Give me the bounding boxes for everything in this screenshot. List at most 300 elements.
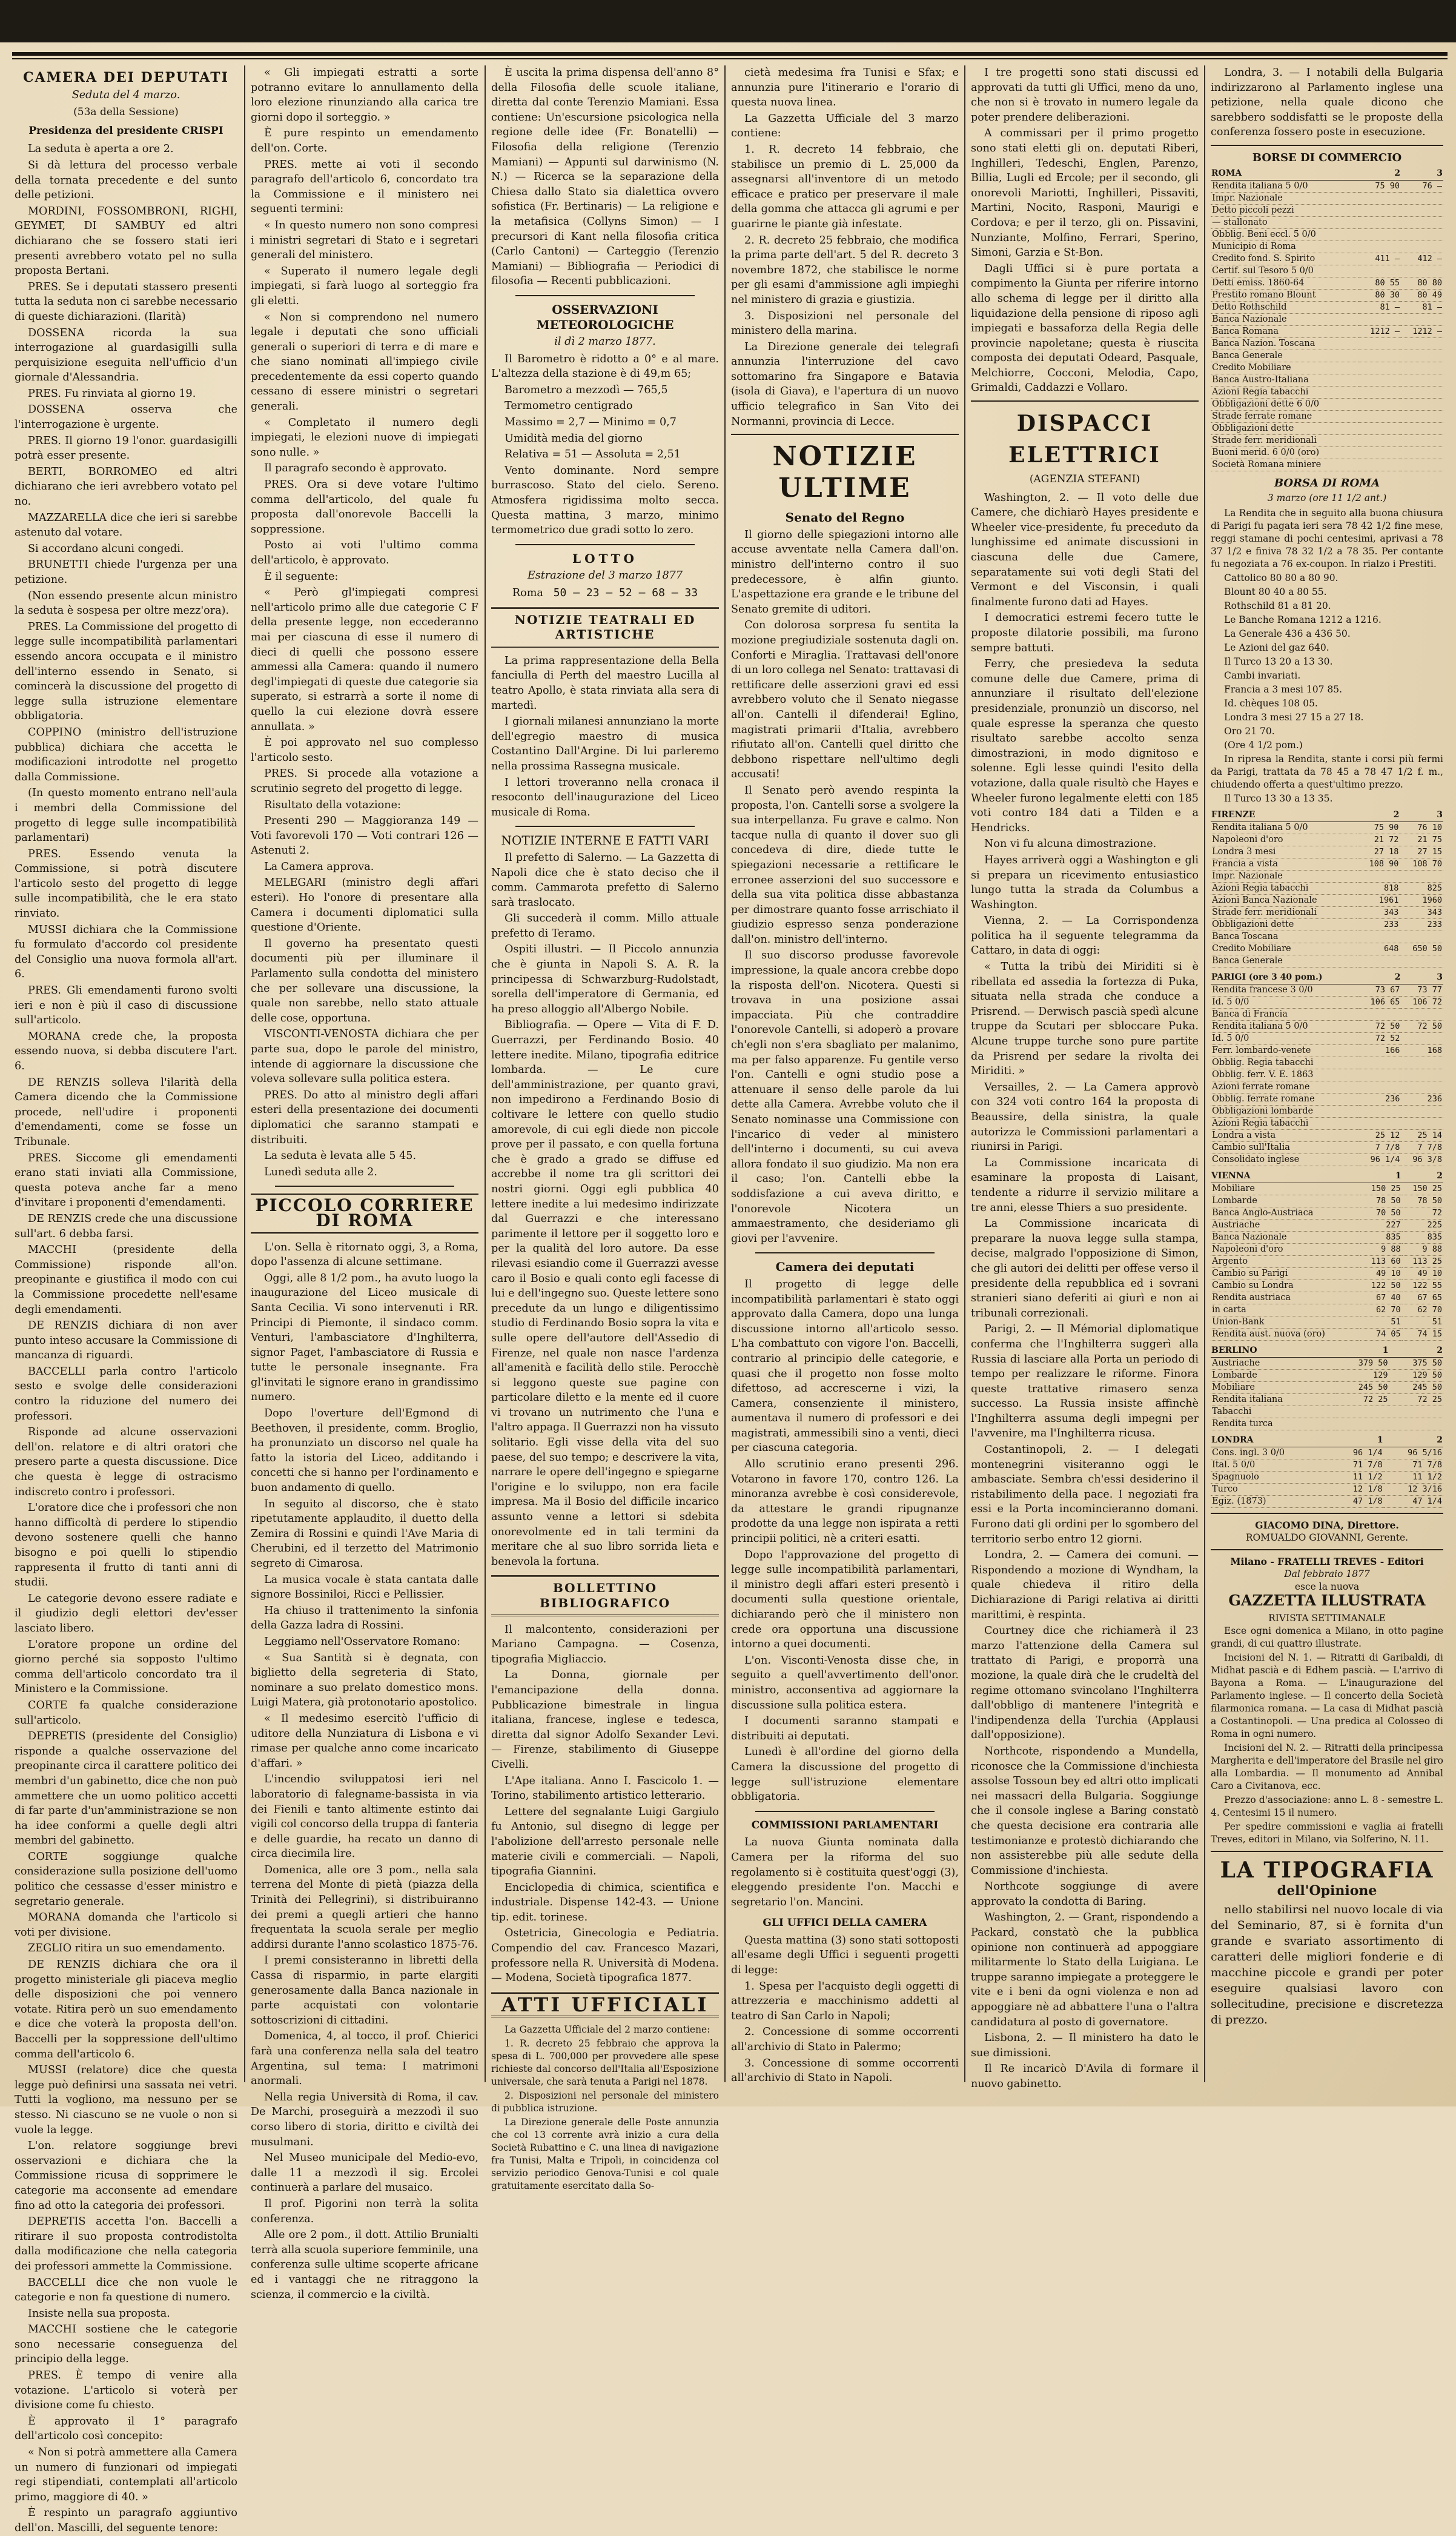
table-row: [1211, 1195, 1443, 1207]
table-cell: Rendita francese 3 0/0: [1211, 984, 1359, 997]
table-cell: Detto Rothschild: [1211, 301, 1358, 313]
table-cell: Impr. Nazionale: [1211, 192, 1358, 204]
paragraph: La Rendita che in seguito alla buona chiusura di Parigi fu pagata ieri sera 78 42 1/2 fine mese, reggi stamane di pochi centesimi, aprivasi a 78 37 1/2 e finiva 78 32 1/2 a 78 35. Per contante fu negoziata a 76 ex-coupon. In rialzo i Prestiti.: [1211, 508, 1443, 570]
paragraph: « Superato il numero legale degli impiegati, si farà luogo al sorteggio fra gli eletti.: [251, 265, 478, 307]
ultime-title: NOTIZIE ULTIME: [772, 441, 918, 504]
paragraph: La Gazzetta Ufficiale del 2 marzo contiene:: [505, 2024, 710, 2036]
table-cell: Mobiliare: [1211, 1183, 1360, 1195]
table-cell: 51: [1360, 1316, 1401, 1329]
table-cell: Tabacchi: [1211, 1406, 1335, 1418]
table-berlino: [1211, 1344, 1443, 1430]
paragraph: DEPRETIS accetta l'on. Baccelli a ritirare il suo proposta controdistolta dalla modificazione che nella categoria dei professori ammette la Commissione.: [15, 2216, 237, 2272]
paragraph: I lettori troveranno nella cronaca il resoconto dell'inaugurazione del Liceo musicale di Roma.: [491, 776, 719, 818]
masthead-rule-thin: [12, 58, 1448, 59]
paragraph: Hayes arriverà oggi a Washington e gli si prepara un ricevimento entusiastico lungo tutta la strada da Columbus a Washington.: [971, 854, 1199, 911]
table-vienna: [1211, 1170, 1443, 1341]
paragraph: VISCONTI-VENOSTA dichiara che per parte sua, dopo le parole del ministro, intende di aggiornare la discussione che voleva sollevare sulla politica estera.: [251, 1028, 478, 1086]
table-cell: Banca Generale: [1211, 350, 1358, 362]
table-cell: 835: [1360, 1232, 1401, 1244]
table-cell: Austriache: [1211, 1358, 1335, 1370]
paragraph: Il Senato però avendo respinta la proposta, l'on. Cantelli sorse a svolgere la sua interpellanza. Fu grave e calmo. Non tacque nulla di quanto il dover suo gli concedeva di dire, diede tutte le spiegazioni necessarie a rettificare le erronee asserzioni del suo successore e della sua vita politica disse abbastanza per dimostrare quanto fosse arrischiato il giudizio espresso senza ponderazione dall'on. ministro dell'interno.: [731, 784, 959, 946]
paragraph: Le categorie devono essere radiate e il giudizio degli elettori dev'esser lasciato libero.: [15, 1592, 237, 1635]
table-cell: [1359, 1118, 1401, 1130]
table-cell: Rendita italiana 5 0/0: [1211, 180, 1358, 192]
table-header-cell: PARIGI (ore 3 40 pom.): [1211, 971, 1359, 984]
table-cell: Obbligazioni dette: [1211, 422, 1358, 434]
table-row: [1211, 1394, 1443, 1406]
table-cell: Cambio su Londra: [1211, 1280, 1360, 1292]
table-cell: [1401, 1081, 1443, 1094]
gazzetta-title: GAZZETTA ILLUSTRATA: [1228, 1592, 1426, 1610]
table-cell: Napoleoni d'oro: [1211, 834, 1357, 846]
table-cell: Ferr. lombardo-venete: [1211, 1045, 1359, 1057]
corriere-title: PICCOLO CORRIERE DI ROMA: [251, 1193, 478, 1233]
table-cell: 76 —: [1401, 180, 1443, 192]
table-cell: 80 80: [1401, 277, 1443, 289]
paragraph: DOSSENA ricorda la sua interrogazione al guardasigilli sulla perquisizione eseguita nell'ufficio d'un giornale d'Alessandria.: [15, 327, 237, 384]
commissioni-title: COMMISSIONI PARLAMENTARI: [751, 1819, 939, 1831]
paragraph: I tre progetti sono stati discussi ed approvati da tutti gli Uffici, meno da uno, che non si è trovato in numero legale da poter prendere deliberazioni.: [971, 67, 1199, 124]
table-cell: [1401, 313, 1443, 325]
table-cell: 7 7/8: [1401, 1142, 1443, 1154]
paragraph: Domenica, alle ore 3 pom., nella sala terrena del Monte di pietà (piazza della Trinità dei Pellegrini), si distribuiranno dei premi a quegli artieri che hanno frequentata la scuola serale per meglio addirsi durante l'anno scolastico 1875-76.: [251, 1864, 478, 1951]
senato-paragraphs: [731, 528, 959, 1247]
table-cell: Banca Nazion. Toscana: [1211, 337, 1358, 350]
camera-president: Presidenza del presidente CRISPI: [28, 124, 223, 137]
page-top-band: [0, 0, 1456, 42]
paragraph: A commissari per il primo progetto sono stati eletti gli on. deputati Riberi, Inghilleri, Tedeschi, Englen, Parenzo, Billia, Lugli ed Ercole; per il secondo, gli onorevoli Mariotti, Inghilleri, Pissaviti, Martini, Nocito, Rasponi, Maurigi e Cordova; e per il terzo, gli on. Pissavini, Nunziante, Molfino, Ferrari, Sperino, Simoni, Garzia e St-Bon.: [971, 127, 1199, 259]
table-cell: 168: [1401, 1045, 1443, 1057]
paragraph: La nuova Giunta nominata dalla Camera per la riforma del suo regolamento si è costituita quest'oggi (3), eleggendo presidente l'on. Macchi e segretario l'on. Mancini.: [731, 1836, 959, 1908]
paragraph: CORTE fa qualche considerazione sull'articolo.: [15, 1699, 237, 1727]
table-cell: 72 50: [1359, 1021, 1401, 1033]
paragraph: Il Turco 13 30 a 13 35.: [1224, 793, 1333, 805]
table-row: [1211, 1268, 1443, 1280]
table-cell: Azioni ferrate romane: [1211, 1081, 1359, 1094]
table-row: [1211, 1207, 1443, 1220]
table-cell: 73 77: [1401, 984, 1443, 997]
table-cell: 78 50: [1402, 1195, 1443, 1207]
table-cell: 650 50: [1400, 943, 1443, 955]
table-cell: [1358, 459, 1401, 471]
table-header-cell: 3: [1401, 167, 1443, 181]
paragraph: (In questo momento entrano nell'aula i membri della Commissione del progetto di legge sulle incompatibilità parlamentari): [15, 787, 237, 845]
paragraph: Lunedì seduta alle 2.: [264, 1166, 377, 1178]
table-row: [1211, 1484, 1443, 1496]
table-header-cell: BERLINO: [1211, 1344, 1335, 1358]
table-cell: Francia a vista: [1211, 858, 1357, 871]
table-cell: 62 70: [1360, 1304, 1401, 1316]
paragraph: Le Banche Romana 1212 a 1216.: [1224, 614, 1382, 626]
table-cell: Union-Bank: [1211, 1316, 1360, 1329]
table-cell: 80 30: [1358, 289, 1401, 301]
table-cell: 236: [1401, 1094, 1443, 1106]
paragraph: È il seguente:: [264, 570, 339, 583]
table-cell: 166: [1359, 1045, 1401, 1057]
gerente: ROMUALDO GIOVANNI, Gerente.: [1245, 1532, 1409, 1544]
table-cell: 75 90: [1358, 180, 1401, 192]
table-cell: Banca Anglo-Austriaca: [1211, 1207, 1360, 1220]
table-row: [1211, 1021, 1443, 1033]
lotto-numbers: 50 — 23 — 52 — 68 — 33: [553, 586, 698, 599]
paragraph: L'on. relatore soggiunge brevi osservazioni e dichiara che la Commissione ricusa di sopprimere le categorie ma acconsente ad emendare fino ad otto la categoria dei professori.: [15, 2140, 237, 2212]
paragraph: PRES. La Commissione del progetto di legge sulle incompatibilità parlamentari essendo ancora occupata e il ministro dell'interno essendo in Senato, si comincerà la discussione del progetto di legge sulla istruzione elementare obbligatoria.: [15, 620, 237, 723]
paragraph: MORDINI, FOSSOMBRONI, RIGHI, GEYMET, DI SAMBUY ed altri dichiarano che se fossero stati ieri presenti avrebbero votato pel no sulla proposta Bertani.: [15, 205, 237, 277]
section-rule: [971, 400, 1199, 402]
table-row: [1211, 1232, 1443, 1244]
table-cell: 25 12: [1359, 1130, 1401, 1142]
table-cell: 11 1/2: [1384, 1472, 1443, 1484]
table-cell: Banca Generale: [1211, 955, 1357, 968]
table-row: [1211, 1033, 1443, 1045]
table-cell: [1358, 374, 1401, 386]
paragraph: Le Azioni del gaz 640.: [1224, 642, 1329, 654]
col3-paragraphs: [491, 65, 719, 289]
table-londra: [1211, 1434, 1443, 1508]
table-cell: [1401, 459, 1443, 471]
dispacci-paragraphs: [971, 491, 1199, 2092]
paragraph: Nella regia Università di Roma, il cav. De Marchi, proseguirà a mezzodì il suo corso libero di storia, diritto e civiltà dei musulmani.: [251, 2091, 478, 2148]
table-cell: 113 60: [1360, 1256, 1401, 1268]
table-row: [1211, 871, 1443, 883]
table-row: [1211, 1183, 1443, 1195]
paragraph: La musica vocale è stata cantata dalle signore Bossiniloi, Ricci e Pellissier.: [251, 1573, 478, 1601]
table-cell: 96 1/4: [1332, 1447, 1383, 1459]
table-cell: Turco: [1211, 1484, 1332, 1496]
paragraph: La Direzione generale delle Poste annunzia che col 13 corrente avrà inizio a cura della Società Rubattino e C. una linea di navigazione fra Tunisi, Malta e Tripoli, in coincidenza col servizio periodico Genova-Tunisi e col quale gratuitamente esercitato dalla So-: [491, 2117, 719, 2192]
table-cell: Austriache: [1211, 1220, 1360, 1232]
paragraph: L'oratore propone un ordine del giorno perché sia sopposto l'ultimo comma dell'articolo concordato tra il Ministero e la Commissione.: [15, 1638, 237, 1696]
table-row: [1211, 1447, 1443, 1459]
table-cell: [1401, 1057, 1443, 1069]
table-row: [1211, 241, 1443, 253]
table-cell: Banca di Francia: [1211, 1009, 1359, 1021]
table-cell: Rendita italiana 5 0/0: [1211, 1021, 1359, 1033]
paragraph: L'Ape italiana. Anno I. Fascicolo 1. — Torino, stabilimento artistico letterario.: [491, 1774, 719, 1802]
table-cell: [1401, 228, 1443, 241]
tipografia-text: nello stabilirsi nel nuovo locale di via del Seminario, 87, si è fornita d'un grande e svariato assortimento di caratteri delle migliori fonderie e di macchine piccole e grandi per poter eseguire qualsiasi lavoro con sollecitudine, precisione e discretezza di prezzo.: [1211, 1903, 1443, 2027]
table-cell: [1401, 204, 1443, 216]
paragraph: È poi approvato nel suo complesso l'articolo sesto.: [251, 737, 478, 764]
paragraph: La Commissione incaricata di preparare la nuova legge sulla stampa, decise, malgrado l'opposizione di Simon, che gli autori dei delitti per offese verso il presidente della repubblica ed i sovrani stranieri siano deferiti ai giurì e non ai tribunali correzionali.: [971, 1218, 1199, 1319]
table-cell: [1401, 1069, 1443, 1081]
paragraph: I documenti saranno stampati e distribuiti ai deputati.: [731, 1715, 959, 1742]
table-cell: Rendita austriaca: [1211, 1292, 1360, 1304]
table-row: [1211, 362, 1443, 374]
table-cell: [1358, 265, 1401, 277]
paragraph: BRUNETTI chiede l'urgenza per una petizione.: [15, 559, 237, 586]
table-row: [1211, 1142, 1443, 1154]
paragraph: Enciclopedia di chimica, scientifica e industriale. Dispense 142-43. — Unione tip. edit. torinese.: [491, 1881, 719, 1924]
table-header-cell: 1: [1360, 1170, 1401, 1183]
table-cell: 67 65: [1402, 1292, 1443, 1304]
table-cell: Società Romana miniere: [1211, 459, 1358, 471]
paragraph: Il prefetto di Salerno. — La Gazzetta di Napoli dice che è stato deciso che il comm. Cammarota prefetto di Salerno sarà traslocato.: [491, 851, 719, 909]
table-row: [1211, 1418, 1443, 1430]
editore-date: Dal febbraio 1877: [1284, 1568, 1370, 1580]
table-cell: 96 1/4: [1359, 1154, 1401, 1166]
table-cell: 47 1/8: [1332, 1496, 1383, 1508]
column-divider: [724, 65, 726, 2082]
table-row: [1211, 374, 1443, 386]
paragraph: MACCHI (presidente della Commissione) risponde all'on. preopinante e giustifica il modo con cui la Commissione procedette nell'esame degli emendamenti.: [15, 1244, 237, 1316]
paragraph: Versailles, 2. — La Camera approvò con 324 voti contro 164 la proposta di Beaussire, della sinistra, la quale autorizza le Commissioni parlamentari a riunirsi in Parigi.: [971, 1081, 1199, 1153]
table-row: [1211, 1382, 1443, 1394]
table-row: [1211, 846, 1443, 858]
senato-title: Senato del Regno: [785, 510, 905, 525]
table-cell: 62 70: [1402, 1304, 1443, 1316]
table-cell: 129: [1335, 1370, 1389, 1382]
table-row: [1211, 1118, 1443, 1130]
paragraph: Il giorno delle spiegazioni intorno alle accuse avventate nella Camera dall'on. ministro dell'interno contro il suo predecessore, è alfin giunto. L'aspettazione era grande e le tribune del Senato gremite di uditori.: [731, 528, 959, 616]
paragraph: Umidità media del giorno: [505, 432, 643, 445]
section-rule: [515, 544, 695, 545]
editore-sub: esce la nuova: [1294, 1581, 1360, 1593]
table-cell: Rendita aust. nuova (oro): [1211, 1329, 1360, 1341]
table-row: [1211, 1292, 1443, 1304]
table-cell: 225: [1402, 1220, 1443, 1232]
table-cell: Id. 5 0/0: [1211, 1033, 1359, 1045]
table-cell: in carta: [1211, 1304, 1360, 1316]
column-3: [491, 65, 720, 2192]
table-header-cell: 1: [1332, 1434, 1383, 1447]
paragraph: La seduta è aperta a ore 2.: [28, 143, 174, 156]
paragraph: Il Turco 13 20 a 13 30.: [1224, 656, 1333, 668]
table-cell: Lombarde: [1211, 1370, 1335, 1382]
table-cell: 74 15: [1402, 1329, 1443, 1341]
table-cell: Banca Nazionale: [1211, 1232, 1360, 1244]
table-cell: Cambio sull'Italia: [1211, 1142, 1359, 1154]
paragraph: Oggi, alle 8 1/2 pom., ha avuto luogo la inaugurazione del Liceo musicale di Santa Cecilia. Vi sono intervenuti i RR. Principi di Piemonte, il sindaco comm. Venturi, l'ambasciatore d'Inghilterra, signor Paget, l'ambasciatore di Russia e tutte le personale insegnante. Fra gl'invitati le signore erano in grandissimo numero.: [251, 1272, 478, 1404]
paragraph: CORTE soggiunge qualche considerazione sulla posizione dell'uomo politico che cessasse d'esser ministro e segretario generale.: [15, 1850, 237, 1908]
paragraph: « Gli impiegati estratti a sorte potranno evitare lo annullamento della loro elezione rinunziando alla carica tre giorni dopo il sorteggio. »: [251, 67, 478, 124]
paragraph: DE RENZIS solleva l'ilarità della Camera dicendo che la Commissione procede, nell'udire i proponenti d'emendamenti, come se fosse un Tribunale.: [15, 1076, 237, 1148]
paragraph: DE RENZIS dichiara di non aver punto inteso accusare la Commissione di mancanza di riguardi.: [15, 1319, 237, 1362]
section-rule: [1211, 1513, 1443, 1514]
paragraph: 2. Disposizioni nel personale del ministero di pubblica istruzione.: [491, 2090, 719, 2114]
column-2: [251, 65, 478, 2301]
commissioni-paragraphs: [731, 1835, 959, 1910]
table-cell: 412 —: [1401, 253, 1443, 265]
paragraph: Nel Museo municipale del Medio-evo, dalle 11 a mezzodì il sig. Ercolei continuerà a parlare del musaico.: [251, 2152, 478, 2194]
paragraph: Questa mattina (3) sono stati sottoposti all'esame degli Uffici i seguenti progetti di legge:: [731, 1934, 959, 1977]
agenzia-label: (AGENZIA STEFANI): [1029, 473, 1140, 486]
table-row: [1211, 919, 1443, 931]
table-cell: Impr. Nazionale: [1211, 871, 1357, 883]
paragraph: L'oratore dice che i professori che non hanno difficoltà di perdere lo stipendio devono sostenere quelli che hanno bisogno e poi quelli lo stipendio rappresenta il frutto di tanti anni di studii.: [15, 1502, 237, 1589]
paragraph: « Non si potrà ammettere alla Camera un numero di funzionari od impiegati regi stipendiati, contemplati all'articolo primo, maggiore di 40. »: [15, 2446, 237, 2503]
paragraph: La prima rappresentazione della Bella fanciulla di Perth del maestro Lucilla al teatro Apollo, è stata rinviata alla sera di martedì.: [491, 654, 719, 712]
table-cell: 227: [1360, 1220, 1401, 1232]
paragraph: Il governo ha presentato questi documenti più per illuminare il Parlamento sulla condotta del ministero che per sollevare una discussione, la quale non sarebbe, nello stato attuale delle cose, opportuna.: [251, 937, 478, 1024]
interni-title: NOTIZIE INTERNE E FATTI VARI: [501, 833, 709, 848]
section-rule: [755, 1811, 935, 1812]
paragraph: Barometro a mezzodì — 765,5: [505, 383, 668, 396]
paragraph: Dagli Uffici si è pure portata a compimento la Giunta per riferire intorno allo schema di legge per il diritto alla liquidazione della pensione di riposo agli impiegati e bassaforza della Regia delle provincie napoletane; questa è riuscita composta dei deputati Odeard, Pasquale, Melchiorre, Cocconi, Melodia, Capo, Grimaldi, Caddazzi e Vollaro.: [971, 262, 1199, 394]
paragraph: « In questo numero non sono compresi i ministri segretari di Stato e i segretari generali del ministero.: [251, 219, 478, 262]
table-cell: 150 25: [1360, 1183, 1401, 1195]
table-cell: 106 72: [1401, 997, 1443, 1009]
table-cell: Obblig. Regia tabacchi: [1211, 1057, 1359, 1069]
uffici-paragraphs: [731, 1933, 959, 2086]
lotto-block: [491, 551, 719, 601]
paragraph: Lisbona, 2. — Il ministero ha dato le sue dimissioni.: [971, 2032, 1199, 2059]
table-cell: [1401, 216, 1443, 228]
paragraph: Ha chiuso il trattenimento la sinfonia della Gazza ladra di Rossini.: [251, 1604, 478, 1632]
paragraph: ZEGLIO ritira un suo emendamento.: [28, 1942, 225, 1955]
table-cell: [1359, 1057, 1401, 1069]
table-cell: [1401, 1033, 1443, 1045]
table-cell: [1358, 386, 1401, 398]
table-row: [1211, 1406, 1443, 1418]
column-divider: [244, 65, 245, 2082]
table-cell: 67 40: [1360, 1292, 1401, 1304]
paragraph: Il Re incaricò D'Avila di formare il nuovo gabinetto.: [971, 2063, 1199, 2090]
paragraph: I premi consisteranno in libretti della Cassa di risparmio, in parte elargiti generosamente dalla Banca nazionale in parte acquistati con volontarie sottoscrizioni di cittadini.: [251, 1954, 478, 2026]
table-cell: 108 90: [1357, 858, 1400, 871]
gazzetta-text: [1211, 1625, 1443, 1846]
paragraph: « Completato il numero degli impiegati, le elezioni nuove di impiegati sono nulle. »: [251, 416, 478, 459]
paragraph: Courtney dice che richiamerà il 23 marzo l'attenzione della Camera sul trattato di Parigi, e proporrà una mozione, la quale dirà che le crudeltà del regime ottomano svincolano l'Inghilterra dall'obbligo di mantenere l'integrità e l'indipendenza della Turchia (Applausi dall'opposizione).: [971, 1625, 1199, 1742]
table-cell: 96 5/16: [1384, 1447, 1443, 1459]
table-row: [1211, 313, 1443, 325]
paragraph: PRES. Siccome gli emendamenti erano stati inviati alla Commissione, questa poteva anche far a meno d'invitare i proponenti d'emendamenti.: [15, 1152, 237, 1209]
paragraph: È uscita la prima dispensa dell'anno 8° della Filosofia delle scuole italiane, diretta dal conte Terenzio Mamiani. Essa contiene: Un'escursione psicologica nella regione delle idee (Fr. Bonatelli) — Filosofia della religione (Terenzio Mamiani) — Appunti sul darwinismo (N. N.) — Ricerca se la separazione della Chiesa dallo Stato sia dialettica ovvero sofistica (Fr. Bertinaris) — La religione e la metafisica (Collyns Simon) — I precursori di Kant nella filosofia critica (Carlo Cantoni) — Carteggio (Terenzio Mamiani) — Bibliografia — Periodici di filosofia — Recenti pubblicazioni.: [491, 67, 719, 288]
paragraph: DE RENZIS dichiara che ora il progetto ministeriale gli piaceva meglio delle disposizioni che poi vennero votate. Ritira però un suo emendamento e dice che voterà la proposta dell'on. Baccelli per la soppressione dell'ultimo comma dell'articolo 6.: [15, 1959, 237, 2060]
paragraph: Northcote, rispondendo a Mundella, riconosce che la Commissione d'inchiesta assolse Tossoun bey ed altri otto implicati nei massacri della Bulgaria. Soggiunge che il console inglese a Baring constatò che questa decisione era contraria alle testimonianze e protestò dichiarando che non assisterebbe più alle sedute della Commissione d'inchiesta.: [971, 1745, 1199, 1877]
table-row: [1211, 253, 1443, 265]
table-cell: 72 50: [1401, 1021, 1443, 1033]
paragraph: Incisioni del N. 1. — Ritratti di Garibaldi, di Midhat pascià e di Edhem pascià. — L'arrivo di Bayona a Roma. — L'inaugurazione del Parlamento inglese. — Il concerto della Società filarmonica romana. — La casa di Midhat pascià a Costantinopoli. — Una predica al Colosseo di Roma in ogni numero.: [1211, 1651, 1443, 1739]
paragraph: MORANA domanda che l'articolo si voti per divisione.: [15, 1911, 237, 1939]
table-cell: 11 1/2: [1332, 1472, 1383, 1484]
paragraph: Per spedire commissioni e vaglia ai fratelli Treves, editori in Milano, via Solferino, N. 11.: [1211, 1821, 1443, 1845]
paragraph: Il progetto di legge delle incompatibilità parlamentari è stato oggi approvato dalla Camera, dopo una lunga discussione intorno all'articolo sesso. L'ha combattuto con vigore l'on. Baccelli, contrario al principio delle categorie, e quasi che il progetto non fosse molto difettoso, ad accrescerne i vizi, la Camera, consenziente il ministero, aumentava il numero di professori e dei magistrati, ammessibili sino a venti, dieci per ciascuna categoria.: [731, 1278, 959, 1455]
paragraph: Termometro centigrado: [505, 400, 633, 413]
table-row: [1211, 459, 1443, 471]
paragraph: Vento dominante. Nord sempre burrascoso. Stato del cielo. Sereno. Atmosfera rigidissima molto secca. Questa mattina, 3 marzo, minimo termometrico due gradi sotto lo zero.: [491, 464, 719, 537]
teatri-title: NOTIZIE TEATRALI ED ARTISTICHE: [491, 607, 719, 648]
table-cell: [1400, 871, 1443, 883]
paragraph: (Ore 4 1/2 pom.): [1224, 740, 1303, 751]
table-row: [1211, 265, 1443, 277]
table-cell: Credito Mobiliare: [1211, 943, 1357, 955]
lotto-date: Estrazione del 3 marzo 1877: [527, 569, 683, 582]
tipografia-sub: dell'Opinione: [1277, 1882, 1377, 1899]
column-camera: [15, 65, 237, 2534]
paragraph: Northcote soggiunge di avere approvato la condotta di Baring.: [971, 1880, 1199, 1908]
table-cell: 71 7/8: [1384, 1459, 1443, 1472]
paragraph: Si dà lettura del processo verbale della tornata precedente e del sunto delle petizioni.: [15, 159, 237, 202]
table-cell: Consolidato inglese: [1211, 1154, 1359, 1166]
table-cell: Municipio di Roma: [1211, 241, 1358, 253]
paragraph: PRES. Fu rinviata al giorno 19.: [28, 387, 196, 400]
table-cell: Credito Mobiliare: [1211, 362, 1358, 374]
table-row: [1211, 1244, 1443, 1256]
atti-paragraphs: [491, 2023, 719, 2192]
lotto-city: Roma: [512, 587, 543, 599]
paragraph: Risultato della votazione:: [264, 798, 401, 811]
paragraph: Esce ogni domenica a Milano, in otto pagine grandi, di cui quattro illustrate.: [1211, 1625, 1443, 1649]
table-cell: [1358, 337, 1401, 350]
meteo-lines: [491, 352, 719, 538]
table-header-cell: 1: [1335, 1344, 1389, 1358]
table-header-cell: ROMA: [1211, 167, 1358, 181]
table-cell: [1358, 362, 1401, 374]
table-row: [1211, 955, 1443, 968]
table-cell: 108 70: [1400, 858, 1443, 871]
paragraph: DOSSENA osserva che l'interrogazione è urgente.: [15, 403, 237, 431]
paragraph: PRES. Il giorno 19 l'onor. guardasigilli potrà esser presente.: [15, 434, 237, 462]
paragraph: Il paragrafo secondo è approvato.: [264, 462, 447, 475]
paragraph: Il prof. Pigorini non terrà la solita conferenza.: [251, 2197, 478, 2225]
table-row: [1211, 337, 1443, 350]
table-firenze: [1211, 809, 1443, 968]
table-row: [1211, 883, 1443, 895]
table-cell: Napoleoni d'oro: [1211, 1244, 1360, 1256]
table-row: [1211, 1106, 1443, 1118]
table-cell: 113 25: [1402, 1256, 1443, 1268]
col2-paragraphs: [251, 65, 478, 1180]
table-cell: 76 10: [1400, 822, 1443, 834]
table-cell: 12 1/8: [1332, 1484, 1383, 1496]
table-row: [1211, 289, 1443, 301]
paragraph: L'on. Sella è ritornato oggi, 3, a Roma, dopo l'assenza di alcune settimane.: [251, 1241, 478, 1269]
paragraph: Londra 3 mesi 27 15 a 27 18.: [1224, 712, 1364, 723]
table-cell: Obblig. ferrate romane: [1211, 1094, 1359, 1106]
table-cell: Mobiliare: [1211, 1382, 1335, 1394]
paragraph: PRES. Essendo venuta la Commissione, si potrà discutere l'articolo sesto del progetto di legge sulle incompatibilità, che le era stato rinviato.: [15, 848, 237, 920]
table-cell: 27 15: [1400, 846, 1443, 858]
paragraph: In ripresa la Rendita, stante i corsi più fermi da Parigi, trattata da 78 45 a 78 47 1/2 f. m., chiudendo offerta a quest'ultimo prezzo.: [1211, 754, 1443, 791]
paragraph: Con dolorosa sorpresa fu sentita la mozione pregiudiziale sostenuta dagli on. Conforti e Miraglia. Trattavasi dell'onore di un loro collega nel Senato: trattavasi di rettificare delle asserzioni gravi ed essi avrebbero voluto che il Senato niegasse all'on. Cantelli il difenderai! Eglino, magistrati primarii d'Italia, avrebbero rifiutato all'on. Cantelli quel diritto che debbono rispettare nell'ultimo degli accusati!: [731, 619, 959, 781]
lotto-title: LOTTO: [572, 551, 638, 566]
paragraph: Ferry, che presiedeva la seduta comune delle due Camere, prima di annunziare il risultato dell'elezione presidenziale, pronunziò un discorso, nel quale espresse la speranza che questo risultato sarebbe accolto senza dimostrazioni, in modo dignitoso e solenne. Egli lesse quindi l'esito della votazione, dalla quale risultò che Hayes e Wheeler furono legalmente eletti con 185 voti contro 184 dati a Tilden e a Hendricks.: [971, 658, 1199, 834]
table-cell: [1358, 313, 1401, 325]
paragraph: MUSSI dichiara che la Commissione fu formulato d'accordo col presidente del Consiglio una nuova formola all'art. 6.: [15, 923, 237, 981]
table-cell: [1357, 955, 1400, 968]
table-header-cell: 2: [1389, 1344, 1443, 1358]
paragraph: Incisioni del N. 2. — Ritratti della principessa Margherita e dell'imperatore del Brasile nel giro alla Lombardia. — Il monumento ad Annibal Caro a Civitanova, ecc.: [1211, 1742, 1443, 1791]
table-row: [1211, 822, 1443, 834]
paragraph: Posto ai voti l'ultimo comma dell'articolo, è approvato.: [251, 539, 478, 566]
camera-paragraphs: [15, 142, 237, 2535]
direttore: GIACOMO DINA, Direttore.: [1255, 1519, 1399, 1532]
dispacci-title: DISPACCI ELETTRICI: [1008, 411, 1161, 468]
table-cell: 71 7/8: [1332, 1459, 1383, 1472]
table-row: [1211, 1130, 1443, 1142]
paragraph: 3. Disposizioni nel personale del ministero della marina.: [731, 310, 959, 337]
camera-deputati-paragraphs: [731, 1277, 959, 1805]
paragraph: La Generale 436 a 436 50.: [1224, 628, 1351, 640]
table-row: [1211, 386, 1443, 398]
section-rule: [515, 826, 695, 827]
table-parigi: [1211, 971, 1443, 1166]
paragraph: 1. R. decreto 14 febbraio, che stabilisce un premio di L. 25,000 da assegnarsi all'inventore di un metodo efficace e pratico per preservare il male della gomma che attacca gli agrumi e per guarirne le piante già infestate.: [731, 143, 959, 230]
table-row: [1211, 834, 1443, 846]
table-header-cell: 2: [1358, 167, 1401, 181]
paragraph: Francia a 3 mesi 107 85.: [1224, 684, 1343, 695]
col6-top: [1211, 65, 1443, 140]
table-cell: 648: [1357, 943, 1400, 955]
table-cell: 818: [1357, 883, 1400, 895]
table-row: [1211, 895, 1443, 907]
table-row: [1211, 1358, 1443, 1370]
section-rule: [755, 1252, 935, 1253]
table-row: [1211, 1316, 1443, 1329]
paragraph: Dopo l'overture dell'Egmond di Beethoven, il presidente, comm. Broglio, ha pronunziato un discorso nel quale ha fatto la istoria del Liceo, additando i concetti che si hanno per l'ordinamento e buon andamento di quello.: [251, 1407, 478, 1495]
paragraph: Oro 21 70.: [1224, 726, 1275, 737]
